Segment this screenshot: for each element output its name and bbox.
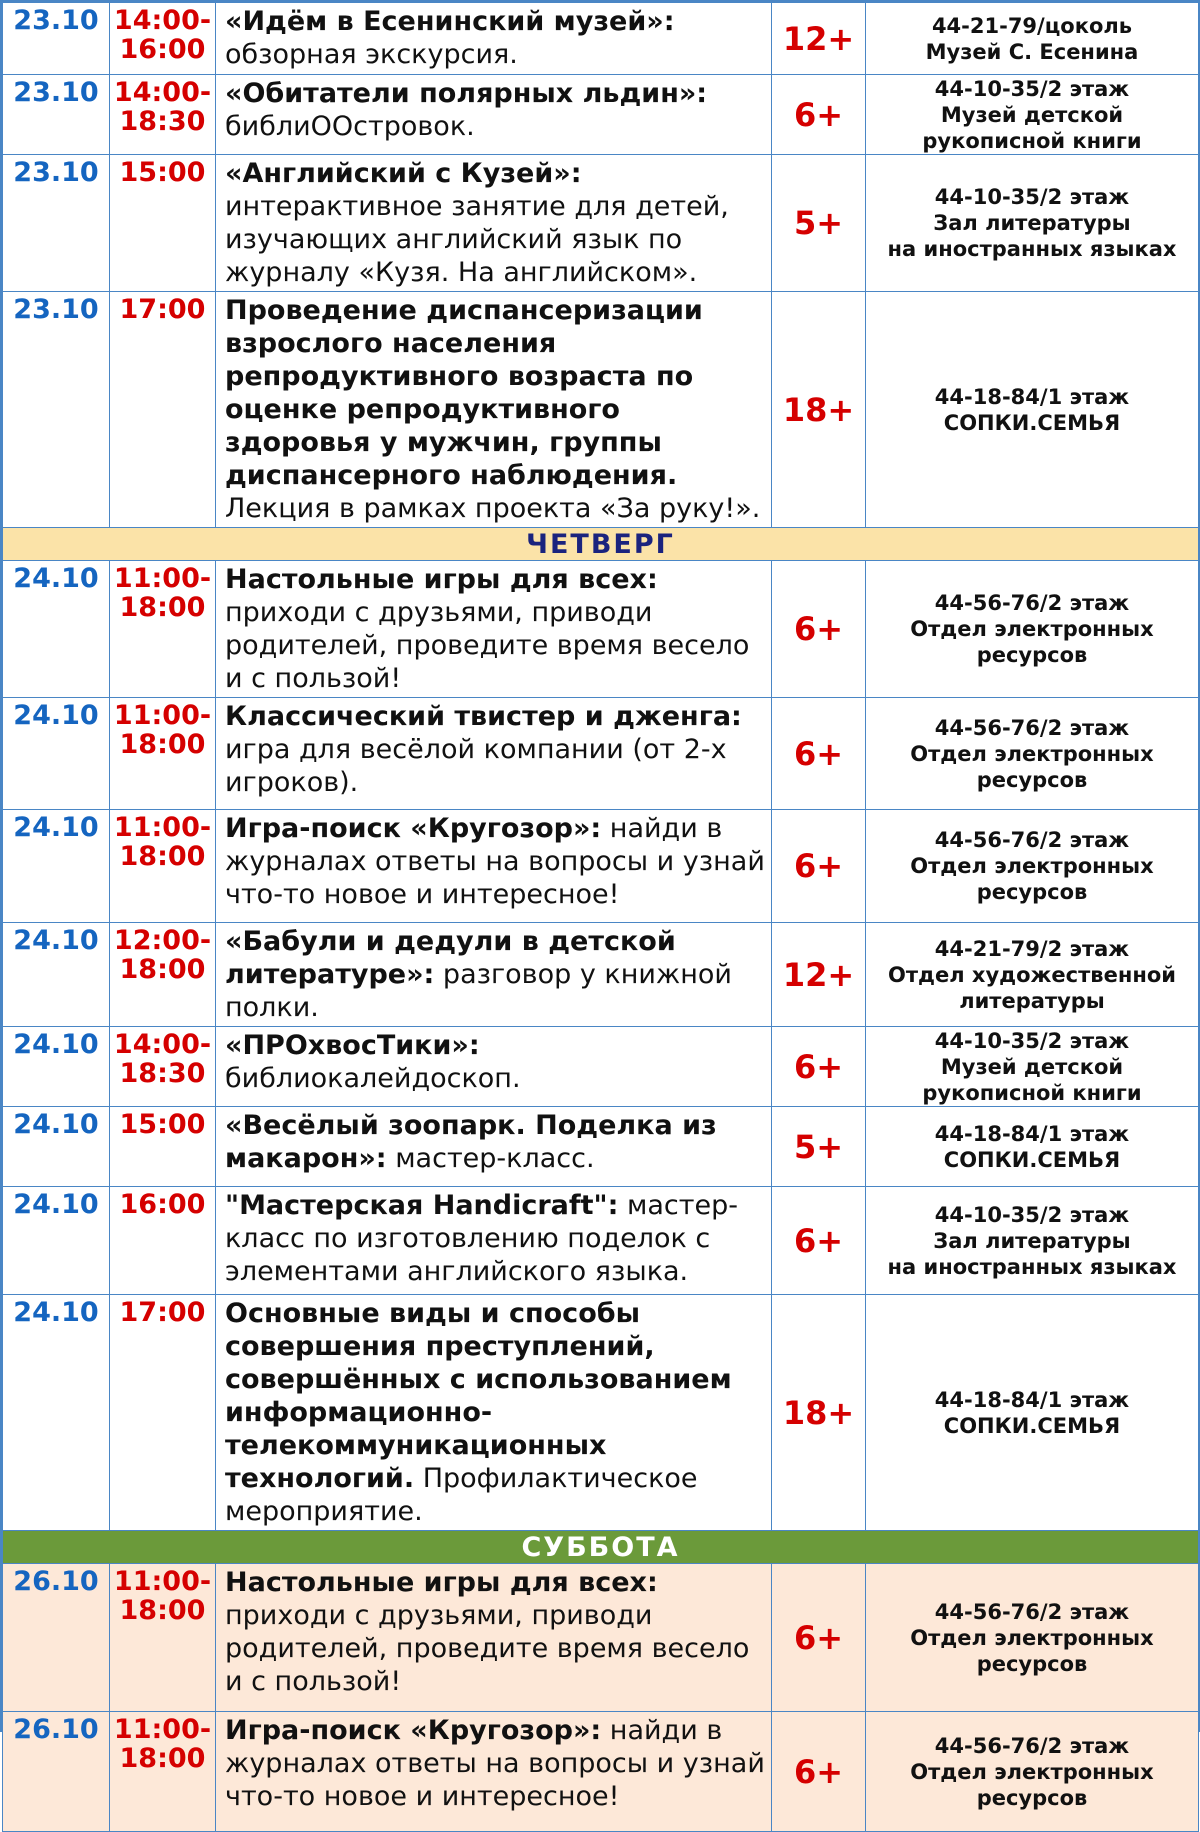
event-time [110,1027,216,1107]
event-description [216,1187,772,1295]
event-location [866,561,1199,698]
event-title: Классический твистер и дженга: [225,701,742,732]
event-time-line: 18:00 [119,1595,206,1627]
event-date: 24.10 [3,698,110,810]
event-location [866,1107,1199,1187]
location-line: 44-10-35/2 этаж [934,1202,1130,1227]
event-details: библиООстровок. [225,111,475,142]
age-rating: 18+ [772,1295,866,1531]
event-row [3,1187,1199,1295]
event-row [3,1712,1199,1832]
event-time-line: 18:00 [119,592,206,624]
event-description [216,810,772,923]
event-description [216,1107,772,1187]
age-rating: 12+ [772,923,866,1027]
event-time-line: 17:00 [119,1297,206,1328]
event-title: Проведение диспансеризации взрослого населения репродуктивного возраста по оценке репродуктивного здоровья у мужчин, группы диспансерного наблюдения. [225,295,703,491]
event-date: 24.10 [3,810,110,923]
event-time-line: 16:00 [119,34,206,66]
event-date: 26.10 [3,1712,110,1832]
event-date: 24.10 [3,923,110,1027]
location-line: 44-18-84/1 этаж [934,1387,1130,1412]
event-details: найди в журналах ответы на вопросы и узнай что-то новое и интересное! [225,813,765,910]
location-line: Музей С. Есенина [925,39,1139,64]
event-details: приходи с друзьями, приводи родителей, проведите время весело и с пользой! [225,1600,750,1697]
event-location [866,1027,1199,1107]
event-location [866,923,1199,1027]
event-description [216,923,772,1027]
location-line: 44-10-35/2 этаж [934,185,1130,209]
event-time [110,75,216,155]
event-title: Игра-поиск «Кругозор»: [225,1715,602,1746]
event-location [866,810,1199,923]
location-line: Отдел художественной [888,962,1176,987]
event-time-line: 18:00 [119,841,206,873]
event-time-line: 18:30 [119,1058,206,1090]
events-table-body [3,3,1199,1832]
event-location [866,1564,1199,1712]
event-row [3,3,1199,75]
location-line: ресурсов [976,767,1088,792]
location-line: на иностранных языках [887,237,1177,261]
event-time [110,1564,216,1712]
event-details: библиокалейдоскоп. [225,1063,521,1094]
age-rating: 6+ [772,810,866,923]
location-line: СОПКИ.СЕМЬЯ [943,410,1121,435]
event-title: Настольные игры для всех: [225,564,658,595]
event-time [110,561,216,698]
event-description [216,698,772,810]
event-time [110,1295,216,1531]
event-details: приходи с друзьями, приводи родителей, проведите время весело и с пользой! [225,597,750,694]
age-rating: 6+ [772,75,866,155]
age-rating: 18+ [772,292,866,528]
event-time-line: 15:00 [119,1109,206,1140]
location-line: 44-10-35/2 этаж [934,76,1130,101]
event-time [110,292,216,528]
location-line: 44-21-79/цоколь [931,13,1133,38]
location-line: Музей детской [940,1054,1124,1079]
event-title: «Весёлый зоопарк. Поделка из макарон»: [225,1110,717,1174]
event-title: Основные виды и способы совершения преступлений, совершённых с использованием информационно-телекоммуникационных технологий. [225,1298,732,1494]
location-line: Отдел электронных [910,741,1154,766]
event-time-line: 18:00 [119,1743,206,1775]
event-time-line: 11:00- [113,700,212,731]
event-description [216,1712,772,1832]
event-description [216,1295,772,1531]
location-line: Отдел электронных [910,1625,1154,1650]
event-date: 26.10 [3,1564,110,1712]
event-details: интерактивное занятие для детей, изучающих английский язык по журналу «Кузя. На английском». [225,191,729,288]
location-line: Музей детской [940,102,1124,127]
event-location [866,292,1199,528]
event-date: 24.10 [3,1187,110,1295]
event-description [216,561,772,698]
location-line: рукописной книги [922,128,1142,153]
day-header-sat [3,1531,1199,1564]
event-description [216,292,772,528]
event-time [110,810,216,923]
event-description [216,1027,772,1107]
location-line: 44-56-76/2 этаж [934,715,1130,740]
event-row [3,698,1199,810]
location-line: ресурсов [976,880,1088,904]
event-details: Лекция в рамках проекта «За руку!». [225,493,761,524]
age-rating: 6+ [772,1187,866,1295]
event-date: 23.10 [3,75,110,155]
event-row [3,75,1199,155]
location-line: Отдел электронных [910,617,1154,641]
location-line: Отдел электронных [910,854,1154,878]
event-time-line: 18:30 [119,106,206,138]
event-details: игра для весёлой компании (от 2-х игроков). [225,734,727,798]
event-time-line: 11:00- [113,563,212,594]
age-rating: 6+ [772,1027,866,1107]
event-date: 23.10 [3,292,110,528]
event-title: «Бабули и дедули в детской литературе»: [225,926,676,990]
location-line: 44-56-76/2 этаж [934,1599,1130,1624]
event-time [110,155,216,292]
event-date: 23.10 [3,3,110,75]
event-details: Профилактическое мероприятие. [225,1463,698,1527]
event-details: обзорная экскурсия. [225,39,518,70]
event-time [110,1712,216,1832]
location-line: 44-10-35/2 этаж [934,1028,1130,1053]
event-location [866,1712,1199,1832]
event-row [3,1295,1199,1531]
event-details: найди в журналах ответы на вопросы и узнай что-то новое и интересное! [225,1715,765,1812]
event-title: «Идём в Есенинский музей»: [225,6,675,37]
age-rating: 6+ [772,1712,866,1832]
event-time-line: 14:00- [113,1029,212,1060]
event-title: Настольные игры для всех: [225,1567,658,1598]
event-location [866,155,1199,292]
event-description [216,3,772,75]
event-location [866,75,1199,155]
location-line: 44-56-76/2 этаж [934,1733,1130,1758]
location-line: рукописной книги [922,1080,1142,1105]
event-date: 24.10 [3,1295,110,1531]
location-line: ресурсов [976,1785,1088,1810]
event-date: 23.10 [3,155,110,292]
location-line: Зал литературы [933,211,1131,235]
event-details: разговор у книжной полки. [225,959,732,1023]
location-line: ресурсов [976,1651,1088,1676]
location-line: СОПКИ.СЕМЬЯ [943,1147,1121,1172]
event-time-line: 18:00 [119,954,206,986]
day-header-label: ЧЕТВЕРГ [3,528,1199,561]
events-table [2,2,1199,1832]
location-line: Отдел электронных [910,1759,1154,1784]
event-location [866,1187,1199,1295]
location-line: 44-21-79/2 этаж [934,936,1130,961]
event-description [216,75,772,155]
location-line: СОПКИ.СЕМЬЯ [943,1413,1121,1438]
event-row [3,810,1199,923]
event-location [866,698,1199,810]
location-line: на иностранных языках [887,1254,1177,1279]
location-line: ресурсов [976,643,1088,667]
event-time-line: 14:00- [113,77,212,108]
event-time-line: 12:00- [113,925,212,956]
location-line: 44-18-84/1 этаж [934,1121,1130,1146]
event-time [110,1107,216,1187]
location-line: Зал литературы [933,1228,1131,1253]
event-time-line: 16:00 [119,1189,206,1220]
age-rating: 12+ [772,3,866,75]
event-title: «Английский с Кузей»: [225,158,582,189]
age-rating: 6+ [772,561,866,698]
event-row [3,1107,1199,1187]
event-description [216,155,772,292]
event-row [3,292,1199,528]
event-time-line: 18:00 [119,729,206,761]
event-date: 24.10 [3,561,110,698]
event-row [3,155,1199,292]
event-time [110,698,216,810]
age-rating: 5+ [772,155,866,292]
event-time-line: 17:00 [119,294,206,325]
event-time-line: 11:00- [113,812,212,843]
age-rating: 5+ [772,1107,866,1187]
day-header-label: СУББОТА [3,1531,1199,1564]
event-row [3,1027,1199,1107]
event-time [110,923,216,1027]
location-line: 44-18-84/1 этаж [934,384,1130,409]
event-time-line: 14:00- [113,5,212,36]
event-time [110,1187,216,1295]
location-line: 44-56-76/2 этаж [934,828,1130,852]
event-details: мастер-класс по изготовлению поделок с элементами английского языка. [225,1190,738,1287]
event-date: 24.10 [3,1107,110,1187]
event-row [3,923,1199,1027]
event-title: "Мастерская Handicraft": [225,1190,619,1221]
day-header-thu [3,528,1199,561]
age-rating: 6+ [772,698,866,810]
age-rating: 6+ [772,1564,866,1712]
event-title: «ПРОхвосТики»: [225,1030,480,1061]
event-row [3,1564,1199,1712]
event-time-line: 11:00- [113,1714,212,1745]
event-date: 24.10 [3,1027,110,1107]
location-line: 44-56-76/2 этаж [934,591,1130,615]
event-description [216,1564,772,1712]
event-title: Игра-поиск «Кругозор»: [225,813,602,844]
location-line: литературы [959,988,1105,1013]
event-details: мастер-класс. [386,1143,595,1174]
event-location [866,1295,1199,1531]
event-location [866,3,1199,75]
event-time-line: 11:00- [113,1566,212,1597]
event-row [3,561,1199,698]
event-time-line: 15:00 [119,157,206,188]
event-time [110,3,216,75]
event-title: «Обитатели полярных льдин»: [225,78,708,109]
